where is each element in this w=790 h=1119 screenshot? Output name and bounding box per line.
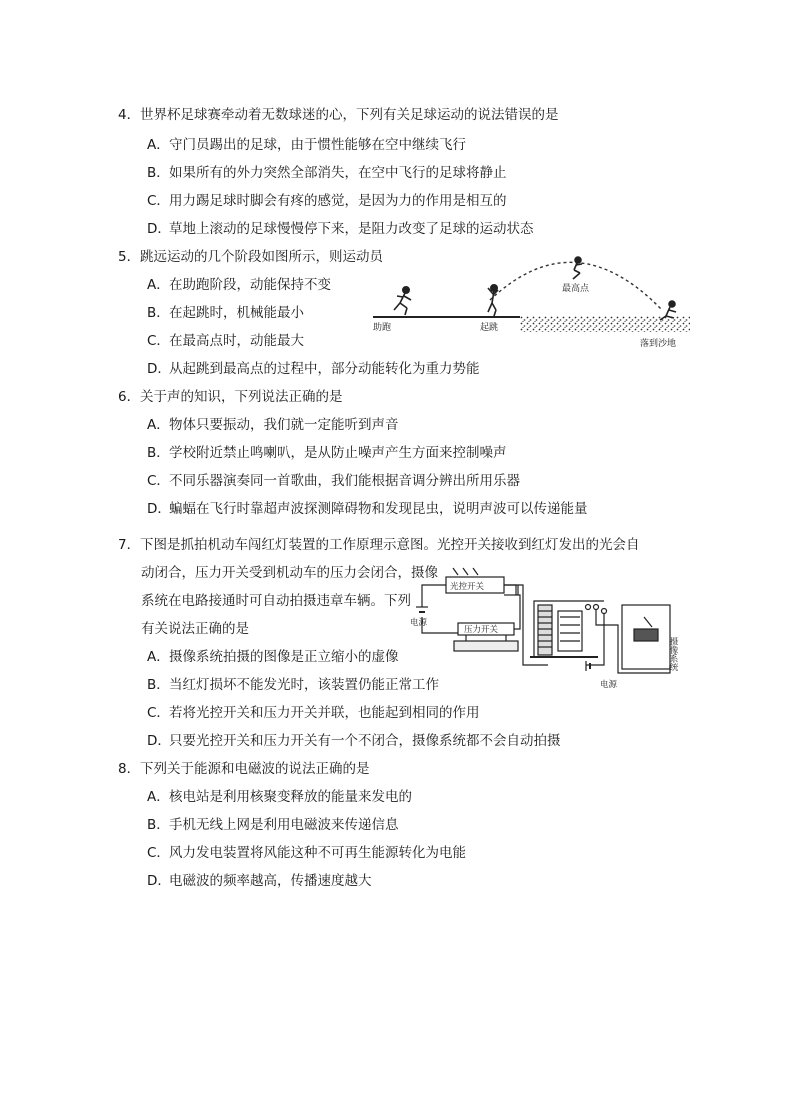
option-text: 草地上滚动的足球慢慢停下来，是阻力改变了足球的运动状态 bbox=[169, 221, 534, 237]
long-jump-figure bbox=[370, 250, 695, 350]
question-number: 7． bbox=[118, 537, 141, 553]
label-peak: 最高点 bbox=[562, 284, 590, 294]
q6-option-a bbox=[147, 416, 399, 434]
label-takeoff: 起跳 bbox=[480, 323, 499, 333]
option-text: 物体只要振动，我们就一定能听到声音 bbox=[169, 417, 399, 433]
wire bbox=[422, 585, 446, 607]
pressure-plate bbox=[454, 641, 518, 651]
takeoff-figure bbox=[488, 285, 498, 316]
option-text: 在最高点时，动能最大 bbox=[169, 333, 304, 349]
q4-option-d bbox=[147, 220, 534, 238]
question-text: 关于声的知识，下列说法正确的是 bbox=[140, 389, 343, 405]
q8-option-b bbox=[147, 816, 399, 834]
option-text: 在起跳时，机械能最小 bbox=[169, 305, 304, 321]
option-text: 电磁波的频率越高，传播速度越大 bbox=[169, 873, 372, 889]
q8-option-a bbox=[147, 788, 412, 806]
option-letter: C． bbox=[147, 473, 170, 489]
question-number: 5． bbox=[118, 249, 141, 265]
option-letter: B． bbox=[147, 445, 170, 461]
option-text: 只要光控开关和压力开关有一个不闭合，摄像系统都不会自动拍摄 bbox=[169, 733, 561, 749]
q4-option-a bbox=[147, 136, 466, 154]
option-letter: B． bbox=[147, 817, 170, 833]
label-power-1: 电源 bbox=[410, 618, 428, 628]
option-letter: B． bbox=[147, 165, 170, 181]
q4-option-c bbox=[147, 192, 507, 210]
option-text: 摄像系统拍摄的图像是正立缩小的虚像 bbox=[169, 649, 399, 665]
question-7-stem-line-3: 系统在电路接通时可自动拍摄违章车辆。下列 bbox=[141, 593, 411, 609]
option-text: 蝙蝠在飞行时靠超声波探测障碍物和发现昆虫，说明声波可以传递能量 bbox=[169, 501, 588, 517]
option-letter: A． bbox=[147, 789, 170, 805]
option-text: 核电站是利用核聚变释放的能量来发电的 bbox=[169, 789, 412, 805]
option-text: 用力踢足球时脚会有疼的感觉，是因为力的作用是相互的 bbox=[169, 193, 507, 209]
question-7-stem-line-2: 动闭合，压力开关受到机动车的压力会闭合，摄像 bbox=[141, 565, 438, 581]
q7-option-d bbox=[147, 732, 561, 750]
option-text: 若将光控开关和压力开关并联，也能起到相同的作用 bbox=[169, 705, 480, 721]
option-text: 当红灯损坏不能发光时，该装置仍能正常工作 bbox=[169, 677, 439, 693]
q5-option-b bbox=[147, 304, 304, 322]
option-text: 学校附近禁止鸣喇叭，是从防止噪声产生方面来控制噪声 bbox=[169, 445, 507, 461]
option-text: 不同乐器演奏同一首歌曲，我们能根据音调分辨出所用乐器 bbox=[169, 473, 520, 489]
q6-option-c bbox=[147, 472, 520, 490]
circuit-figure bbox=[408, 565, 698, 695]
question-number: 4． bbox=[118, 107, 141, 123]
question-5-stem bbox=[118, 248, 383, 266]
label-camera: 摄像系统 bbox=[668, 637, 678, 671]
option-letter: C． bbox=[147, 845, 170, 861]
option-text: 守门员踢出的足球，由于惯性能够在空中继续飞行 bbox=[169, 137, 466, 153]
option-letter: A． bbox=[147, 417, 170, 433]
label-pressure-switch: 压力开关 bbox=[464, 625, 499, 635]
label-land: 落到沙地 bbox=[640, 339, 677, 349]
q7-option-b bbox=[147, 676, 439, 694]
option-letter: B． bbox=[147, 305, 170, 321]
label-power-2: 电源 bbox=[600, 680, 618, 690]
q6-option-b bbox=[147, 444, 507, 462]
question-number: 6． bbox=[118, 389, 141, 405]
option-letter: C． bbox=[147, 193, 170, 209]
option-letter: C． bbox=[147, 333, 170, 349]
q5-option-c bbox=[147, 332, 304, 350]
q5-option-d bbox=[147, 360, 480, 378]
camera-icon bbox=[634, 629, 658, 641]
option-text: 手机无线上网是利用电磁波来传递信息 bbox=[169, 817, 399, 833]
question-4-stem bbox=[118, 106, 559, 124]
question-8-stem bbox=[118, 760, 370, 778]
option-letter: D． bbox=[147, 733, 171, 749]
option-letter: B． bbox=[147, 677, 170, 693]
sand-pit bbox=[520, 316, 690, 332]
option-letter: D． bbox=[147, 873, 171, 889]
q8-option-d bbox=[147, 872, 372, 890]
q6-option-d bbox=[147, 500, 588, 518]
option-letter: A． bbox=[147, 277, 170, 293]
q8-option-c bbox=[147, 844, 466, 862]
q7-option-a bbox=[147, 648, 399, 666]
option-letter: D． bbox=[147, 361, 171, 377]
question-7-stem-line-4: 有关说法正确的是 bbox=[141, 621, 249, 637]
question-text: 世界杯足球赛牵动着无数球迷的心，下列有关足球运动的说法错误的是 bbox=[140, 107, 559, 123]
option-letter: A． bbox=[147, 649, 170, 665]
option-letter: D． bbox=[147, 221, 171, 237]
option-letter: A． bbox=[147, 137, 170, 153]
label-run: 助跑 bbox=[373, 323, 392, 333]
q5-option-a bbox=[147, 276, 331, 294]
q7-option-c bbox=[147, 704, 480, 722]
option-text: 如果所有的外力突然全部消失，在空中飞行的足球将静止 bbox=[169, 165, 507, 181]
option-letter: C． bbox=[147, 705, 170, 721]
question-6-stem bbox=[118, 388, 343, 406]
question-7-stem-line-1 bbox=[118, 536, 640, 554]
runner-figure bbox=[394, 287, 411, 315]
peak-figure bbox=[573, 257, 582, 279]
option-text: 风力发电装置将风能这种不可再生能源转化为电能 bbox=[169, 845, 466, 861]
question-number: 8． bbox=[118, 761, 141, 777]
option-letter: D． bbox=[147, 501, 171, 517]
question-text: 下图是抓拍机动车闯红灯装置的工作原理示意图。光控开关接收到红灯发出的光会自 bbox=[140, 537, 640, 553]
option-text: 从起跳到最高点的过程中，部分动能转化为重力势能 bbox=[169, 361, 480, 377]
option-text: 在助跑阶段，动能保持不变 bbox=[169, 277, 331, 293]
question-text: 下列关于能源和电磁波的说法正确的是 bbox=[140, 761, 370, 777]
q4-option-b bbox=[147, 164, 507, 182]
question-text: 跳远运动的几个阶段如图所示，则运动员 bbox=[140, 249, 383, 265]
label-light-switch: 光控开关 bbox=[450, 582, 485, 592]
